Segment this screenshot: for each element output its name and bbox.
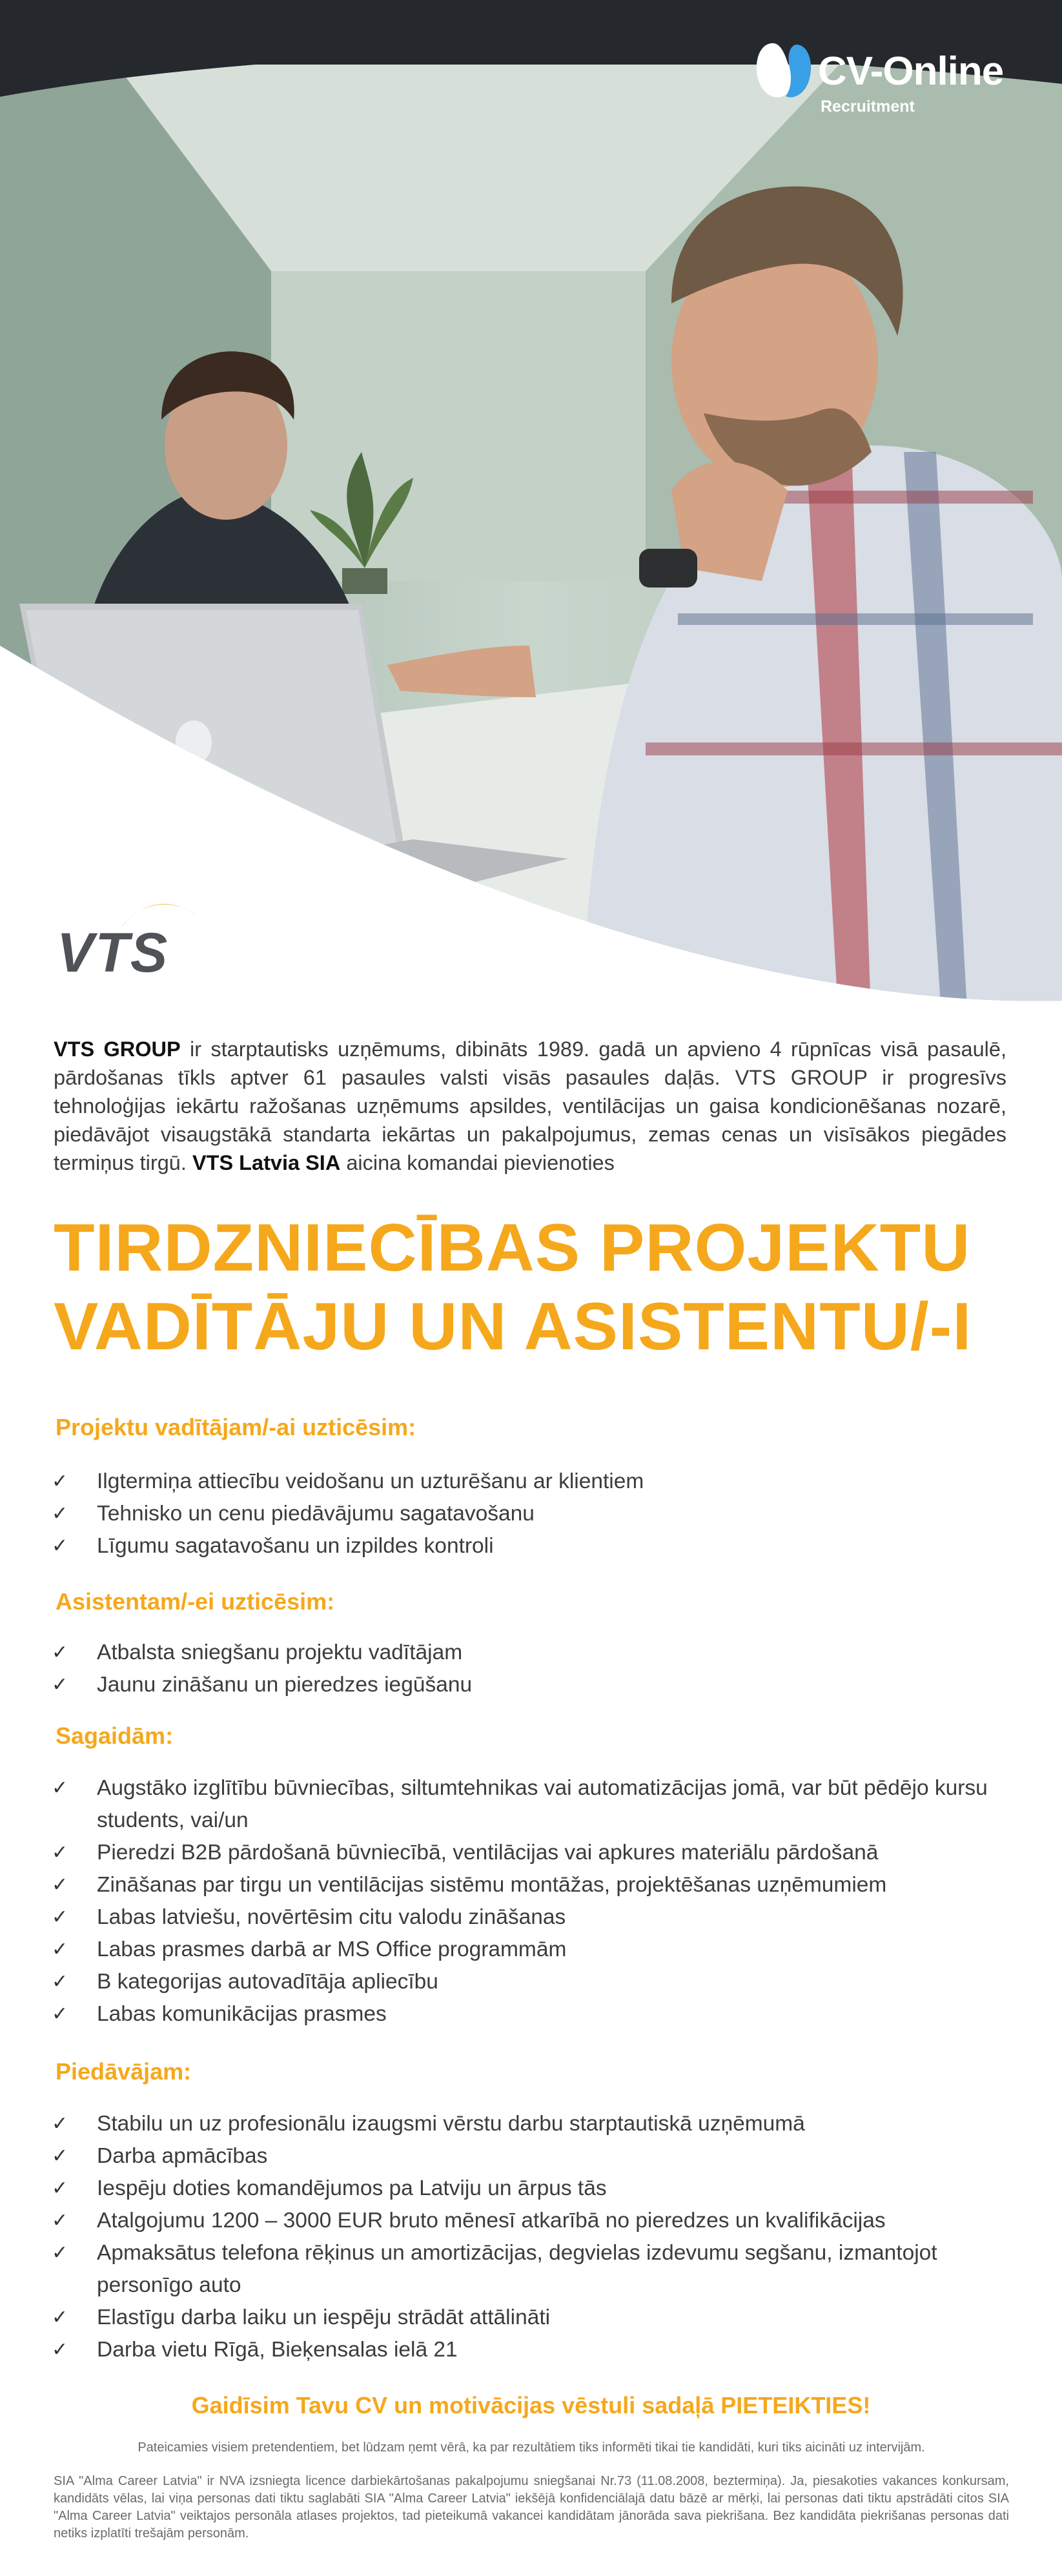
- check-icon: ✓: [52, 1470, 68, 1493]
- cv-online-subtitle: Recruitment: [821, 97, 915, 116]
- vts-logo: [50, 888, 205, 984]
- list-item: ✓ Atalgojumu 1200 – 3000 EUR bruto mēnesī atkarībā no pieredzes un kvalifikācijas: [52, 2205, 1007, 2237]
- check-icon: ✓: [52, 2145, 68, 2167]
- intro-company-local: VTS Latvia SIA: [192, 1151, 341, 1174]
- section-heading-offer: Piedāvājam:: [56, 2058, 192, 2085]
- check-icon: ✓: [52, 1535, 68, 1557]
- section-heading-assistant: Asistentam/-ei uzticēsim:: [56, 1588, 335, 1615]
- list-item: ✓ Ilgtermiņa attiecību veidošanu un uzturēšanu ar klientiem: [52, 1466, 1007, 1498]
- list-assistant-duties: [52, 1637, 1007, 1701]
- cv-online-name: CV-Online: [818, 49, 1004, 94]
- vts-logo-text: VTS: [57, 922, 169, 984]
- legal-note: SIA "Alma Career Latvia" ir NVA izsniegta licence darbiekārtošanas pakalpojumu sniegšanai Nr.73 (11.08.2008, beztermiņa). Ja, piesakoties vakances konkursam, kandidāts vēlas, lai viņa personas dati tiktu saglabāti SIA "Alma Career Latvia" iekšējā konfidenciālajā datu bāzē ar mērķi, lai personas dati tiktu apstrādāti citos SIA "Alma Career Latvia" veiktajos personāla atlases projektos, tad pieteikumā vakancei kandidātam jānorāda sava piekrišana. Bez kandidāta piekrišanas personas dati netiks izplatīti trešajām personām.: [54, 2474, 1009, 2540]
- job-title: [54, 1209, 1022, 1366]
- intro-text-1: ir starptautisks uzņēmums, dibināts 1989. gadā un apvieno 4 rūpnīcas visā pasaulē, pārdošanas tīkls aptver 61 pasaules valsti visās pasaules daļās. VTS GROUP ir progresīvs tehnoloģijas iekārtu ražošanas uzņēmums apsildes, ventilācijas un gaisa kondicionēšanas nozarē, piedāvājot visaugstākā standarta iekārtas un pakalpojumus, zemas cenas un visīsākos piegādes termiņus tirgū.: [54, 1038, 1006, 1174]
- section-heading-pm: Projektu vadītājam/-ai uzticēsim:: [56, 1414, 416, 1440]
- section-heading-requirements: Sagaidām:: [56, 1722, 174, 1749]
- list-item: ✓ Atbalsta sniegšanu projektu vadītājam: [52, 1637, 1007, 1669]
- check-icon: ✓: [52, 2209, 68, 2232]
- check-icon: ✓: [52, 2112, 68, 2135]
- list-item: ✓ Tehnisko un cenu piedāvājumu sagatavošanu: [52, 1498, 1007, 1530]
- list-item: ✓ Stabilu un uz profesionālu izaugsmi vērstu darbu starptautiskā uzņēmumā: [52, 2108, 1007, 2140]
- list-item: ✓ Elastīgu darba laiku un iespēju strādāt attālināti: [52, 2302, 1007, 2334]
- intro-text-2: aicina komandai pievienoties: [340, 1151, 615, 1174]
- check-icon: ✓: [52, 2306, 68, 2329]
- check-icon: ✓: [52, 1970, 68, 1993]
- list-item: ✓ Zināšanas par tirgu un ventilācijas sistēmu montāžas, projektēšanas uzņēmumiem: [52, 1869, 1007, 1901]
- cv-online-mark-icon: [752, 38, 814, 103]
- list-item: ✓ Labas prasmes darbā ar MS Office programmām: [52, 1934, 1007, 1966]
- check-icon: ✓: [52, 1777, 68, 1799]
- list-pm-duties: [52, 1466, 1007, 1562]
- list-requirements: [52, 1772, 1007, 2030]
- list-item: ✓ Darba vietu Rīgā, Bieķensalas ielā 21: [52, 2334, 1007, 2366]
- check-icon: ✓: [52, 2338, 68, 2361]
- thanks-note: Pateicamies visiem pretendentiem, bet lūdzam ņemt vērā, ka par rezultātiem tiks informēti tikai tie kandidāti, kuri tiks aicināti uz intervijām.: [138, 2440, 925, 2455]
- list-item: ✓ Jaunu zināšanu un pieredzes iegūšanu: [52, 1669, 1007, 1701]
- list-item: ✓ Labas komunikācijas prasmes: [52, 1998, 1007, 2030]
- list-item: ✓ Līgumu sagatavošanu un izpildes kontroli: [52, 1530, 1007, 1562]
- check-icon: ✓: [52, 2003, 68, 2025]
- check-icon: ✓: [52, 1841, 68, 1864]
- list-item: ✓ Pieredzi B2B pārdošanā būvniecībā, ventilācijas vai apkures materiālu pārdošanā: [52, 1837, 1007, 1869]
- check-icon: ✓: [52, 1938, 68, 1961]
- hero-photo: [0, 0, 1062, 1020]
- cv-online-logo[interactable]: [752, 36, 1023, 126]
- company-intro: [54, 1035, 1006, 1177]
- list-item: ✓ Labas latviešu, novērtēsim citu valodu zināšanas: [52, 1901, 1007, 1934]
- list-item: ✓ B kategorijas autovadītāja apliecību: [52, 1966, 1007, 1998]
- list-item: ✓ Augstāko izglītību būvniecības, siltumtehnikas vai automatizācijas jomā, var būt pēdējo kursu students, vai/un: [52, 1772, 1007, 1837]
- check-icon: ✓: [52, 2177, 68, 2200]
- check-icon: ✓: [52, 1502, 68, 1525]
- check-icon: ✓: [52, 1673, 68, 1696]
- check-icon: ✓: [52, 1906, 68, 1928]
- apply-call-to-action[interactable]: Gaidīsim Tavu CV un motivācijas vēstuli sadaļā PIETEIKTIES!: [191, 2392, 871, 2418]
- check-icon: ✓: [52, 1641, 68, 1664]
- list-item: ✓ Darba apmācības: [52, 2140, 1007, 2172]
- intro-company-name: VTS GROUP: [54, 1038, 181, 1061]
- list-offer: [52, 2108, 1007, 2366]
- check-icon: ✓: [52, 2242, 68, 2264]
- list-item: ✓ Apmaksātus telefona rēķinus un amortizācijas, degvielas izdevumu segšanu, izmantojot personīgo auto: [52, 2237, 1007, 2302]
- hero-banner: [0, 0, 1062, 1020]
- job-title-line1: TIRDZNIECĪBAS PROJEKTU: [54, 1211, 971, 1285]
- job-title-line2: VADĪTĀJU UN ASISTENTU/-I: [54, 1289, 972, 1364]
- check-icon: ✓: [52, 1874, 68, 1896]
- list-item: ✓ Iespēju doties komandējumos pa Latviju un ārpus tās: [52, 2172, 1007, 2205]
